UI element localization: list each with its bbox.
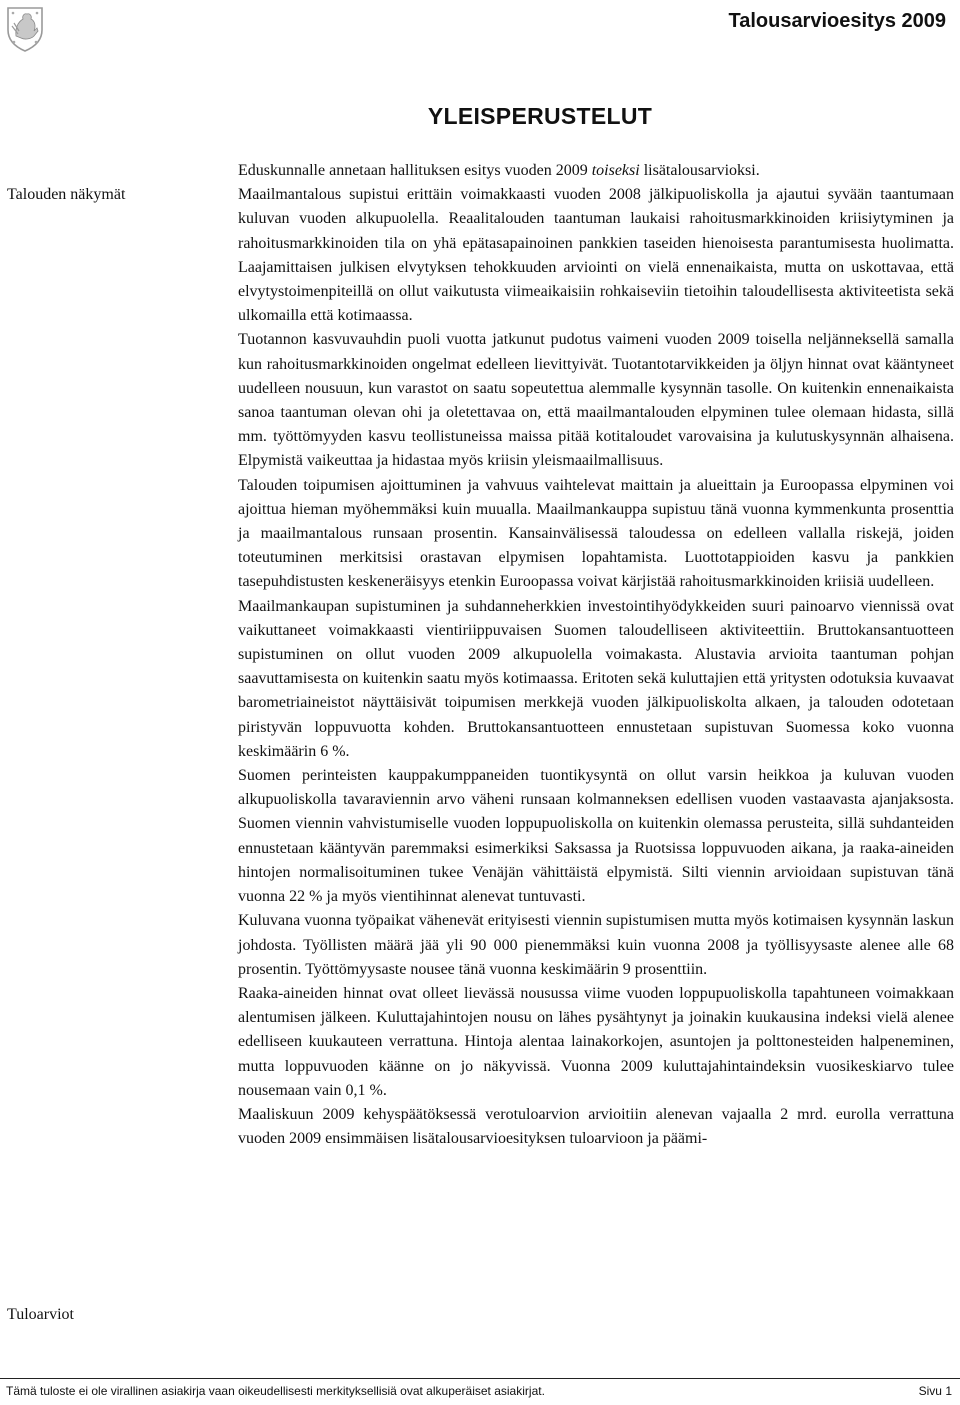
intro-text-end: lisätalousarvioksi. xyxy=(639,162,760,179)
intro-emphasis: toiseksi xyxy=(591,162,640,179)
page-number: Sivu 1 xyxy=(918,1384,952,1398)
paragraph: Maaliskuun 2009 kehyspäätöksessä verotuloarvion arvioitiin alenevan vajaalla 2 mrd. eurolla verrattuna vuoden 2009 ensimmäisen lisätalousarvioesityksen tuloarvioon ja päämi- xyxy=(238,1105,954,1148)
footer-disclaimer: Tämä tuloste ei ole virallinen asiakirja vaan oikeudellisesti merkityksellisiä ovat alkuperäiset asiakirjat. xyxy=(6,1384,545,1398)
coat-of-arms-icon xyxy=(4,4,46,52)
intro-paragraph xyxy=(238,159,954,183)
side-label-economy: Talouden näkymät xyxy=(7,186,126,203)
paragraph: Maailmantalous supistui erittäin voimakkaasti vuoden 2008 jälkipuoliskolla ja ajautui syvään taantumaan kuluvan vuoden alkupuolella. Reaalitalouden taantuman laukaisi rahoitusmarkkinoiden kriisiytyminen ja rahoitusmarkkinoiden tila on yhä epätasapainoinen pankkien taseiden hienoisesta parantumisesta huolimatta. Laajamittaisen julkisen elvytyksen tehokkuuden arviointi on vielä ennenaikaista, mutta on uskottavaa, että elvytystoimenpiteillä on ollut vaikutusta viimeaikaisiin rohkaiseviin tietoihin taloudellisesta aktiviteetista sekä ulkomailla että kotimaassa. xyxy=(238,186,954,325)
paragraph: Talouden toipumisen ajoittuminen ja vahvuus vaihtelevat maittain ja alueittain ja Euroopassa elpyminen voi ajoittua hieman myöhemmäksi kuin muualla. Maailmankauppa supistuu tänä vuonna kymmenkunta prosenttia ja maailmantalous runsaan prosentin. Kansainvälisessä taloudessa on edelleen vallalla riskejä, joiden toteutuminen merkitsisi orastavan elpymisen lopahtamista. Luottotappioiden kasvu ja pankkien tasepuhdistusten keskeneräisyys etenkin Euroopassa voivat kärjistää rahoitusmarkkinoiden kriisiä uudelleen. xyxy=(238,476,954,591)
document-header-title: Talousarvioesitys 2009 xyxy=(728,10,946,32)
paragraph: Raaka-aineiden hinnat ovat olleet lievässä nousussa viime vuoden loppupuoliskolla tapahtuneen voimakkaan alentumisen jälkeen. Kuluttajahintojen nousu on lähes pysähtynyt ja joinakin kuukausina indeksi vielä alenee edelliseen kuukauteen verrattuna. Hintoja alentaa lainakorkojen, asuntojen ja polttonesteiden halpeneminen, mutta loppuvuoden käänne on jo näkyvissä. Vuonna 2009 kuluttajahintaindeksin vuosikeskiarvo tulee nousemaan vain 0,1 %. xyxy=(238,984,954,1099)
section-title: YLEISPERUSTELUT xyxy=(427,103,653,129)
footer-divider xyxy=(0,1378,960,1379)
paragraph: Kuluvana vuonna työpaikat vähenevät erityisesti viennin supistumisen mutta myös kotimaisen kysynnän laskun johdosta. Työllisten määrä jää yli 90 000 pienemmäksi kuin vuonna 2008 ja työllisyysaste alenee alle 68 prosentin. Työttömyysaste nousee tänä vuonna keskimäärin 9 prosenttiin. xyxy=(238,912,954,978)
intro-text-start: Eduskunnalle annetaan hallituksen esitys vuoden 2009 xyxy=(238,162,592,179)
paragraph: Suomen perinteisten kauppakumppaneiden tuontikysyntä on ollut varsin heikkoa ja kuluvan vuoden alkupuoliskolla tavaraviennin arvo väheni runsaan kolmanneksen edellisen vuoden vastaavasta ajanjaksosta. Suomen viennin vahvistumiselle vuoden loppupuoliskolla on kuitenkin olemassa perusteita, sillä suhdanteiden ennustetaan kääntyvän paremmaksi esimerkiksi Saksassa ja Ruotsissa loppuvuoden aikana, ja raaka-aineiden hintojen normalisoituminen tukee Venäjän vähittäistä elpymistä. Silti viennin arvioidaan supistuvan tänä vuonna 22 % ja myös vientihinnat alenevat tuntuvasti. xyxy=(238,767,954,906)
side-label-revenue: Tuloarviot xyxy=(7,1306,74,1323)
paragraph: Maailmankaupan supistuminen ja suhdanneherkkien investointihyödykkeiden suuri painoarvo viennissä ovat vaikuttaneet voimakkaasti vientiriippuvaisen Suomen taloudelliseen aktiviteettiin. Bruttokansantuotteen supistuminen on ollut vuoden 2009 alkupuolella voimakasta. Alustavia arvioita taantuman pohjan saavuttamisesta on kuitenkin saatu myös kotimaassa. Eritoten sekä kuluttajien että yritysten odotuksia kuvaavat barometriaineistot näyttäisivät toipumisen merkkejä vuoden jälkipuoliskolta alkaen, ja talouden odotetaan piristyvän loppuvuotta kohden. Bruttokansantuotteen ennustetaan supistuvan Suomessa koko vuonna keskimäärin 6 %. xyxy=(238,597,954,760)
body-text xyxy=(238,159,954,1151)
paragraph: Tuotannon kasvuvauhdin puoli vuotta jatkunut pudotus vaimeni vuoden 2009 toisella neljänneksellä samalla kun rahoitusmarkkinoiden ongelmat edelleen lievittyivät. Tuotantotarvikkeiden ja öljyn hinnat ovat kääntyneet uudelleen nousuun, kun varastot on saatu sopeutettua alemmalle kysynnän tasolle. On kuitenkin ennenaikaista sanoa taantuman olevan ohi ja oletettavaa on, että maailmantalouden elpyminen tulee olemaan hidasta, sillä mm. työttömyyden kasvu teollistuneissa maissa pitää kotitaloudet varovaisina ja kulutuskysynnän alhaisena. Elpymistä vaikeuttaa ja hidastaa myös kriisin yleismaailmallisuus. xyxy=(238,331,954,470)
